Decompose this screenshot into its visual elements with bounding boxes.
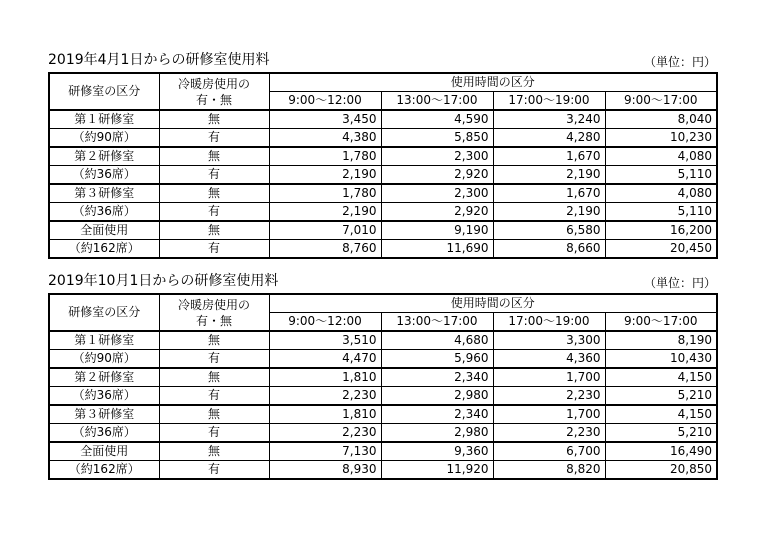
table-row bbox=[49, 147, 717, 166]
fee-cell: 2,920 bbox=[381, 166, 493, 185]
fee-cell: 8,040 bbox=[605, 110, 717, 129]
fee-cell: 5,210 bbox=[605, 387, 717, 406]
fee-table bbox=[48, 72, 718, 259]
ac-cell: 有 bbox=[159, 166, 269, 185]
header-ac-line1: 冷暖房使用の bbox=[177, 297, 250, 312]
fee-cell: 7,130 bbox=[269, 442, 381, 461]
table-row bbox=[49, 221, 717, 240]
header-ac-line2: 有・無 bbox=[195, 92, 232, 107]
table-row bbox=[49, 110, 717, 129]
room-name: 第２研修室 bbox=[49, 147, 159, 166]
fee-cell: 9,360 bbox=[381, 442, 493, 461]
fee-cell: 10,430 bbox=[605, 350, 717, 369]
fee-cell: 3,300 bbox=[493, 331, 605, 350]
ac-cell: 無 bbox=[159, 331, 269, 350]
room-name: 第３研修室 bbox=[49, 405, 159, 424]
fee-cell: 10,230 bbox=[605, 129, 717, 148]
table-row bbox=[49, 184, 717, 203]
header-ac bbox=[159, 73, 269, 110]
fee-cell: 4,080 bbox=[605, 147, 717, 166]
table-row bbox=[49, 405, 717, 424]
ac-cell: 無 bbox=[159, 147, 269, 166]
fee-cell: 4,080 bbox=[605, 184, 717, 203]
header-time-group: 使用時間の区分 bbox=[269, 73, 717, 92]
fee-cell: 2,300 bbox=[381, 184, 493, 203]
unit-label: （単位：円） bbox=[643, 55, 716, 69]
room-name: 全面使用 bbox=[49, 221, 159, 240]
table-row bbox=[49, 166, 717, 185]
fee-cell: 2,980 bbox=[381, 424, 493, 443]
table-row bbox=[49, 461, 717, 480]
fee-cell: 20,850 bbox=[605, 461, 717, 480]
fee-cell: 5,210 bbox=[605, 424, 717, 443]
header-slot: 13:00～17:00 bbox=[381, 92, 493, 111]
header-ac-line1: 冷暖房使用の bbox=[177, 76, 250, 91]
header-ac-line2: 有・無 bbox=[195, 313, 232, 328]
fee-cell: 6,580 bbox=[493, 221, 605, 240]
header-slot: 9:00～17:00 bbox=[605, 313, 717, 332]
fee-cell: 8,760 bbox=[269, 240, 381, 259]
room-seats: （約36席） bbox=[49, 424, 159, 443]
fee-cell: 1,780 bbox=[269, 184, 381, 203]
room-seats: （約36席） bbox=[49, 387, 159, 406]
fee-cell: 16,200 bbox=[605, 221, 717, 240]
fee-cell: 4,280 bbox=[493, 129, 605, 148]
ac-cell: 有 bbox=[159, 350, 269, 369]
fee-cell: 5,110 bbox=[605, 203, 717, 222]
table-row bbox=[49, 240, 717, 259]
header-slot: 17:00～19:00 bbox=[493, 313, 605, 332]
fee-cell: 2,300 bbox=[381, 147, 493, 166]
fee-cell: 2,340 bbox=[381, 405, 493, 424]
fee-cell: 1,670 bbox=[493, 184, 605, 203]
fee-cell: 4,380 bbox=[269, 129, 381, 148]
table-row bbox=[49, 350, 717, 369]
fee-cell: 2,920 bbox=[381, 203, 493, 222]
fee-cell: 1,810 bbox=[269, 368, 381, 387]
fee-cell: 2,190 bbox=[269, 166, 381, 185]
header-slot: 9:00～17:00 bbox=[605, 92, 717, 111]
table-row bbox=[49, 387, 717, 406]
table-row bbox=[49, 203, 717, 222]
ac-cell: 無 bbox=[159, 368, 269, 387]
header-time-group: 使用時間の区分 bbox=[269, 294, 717, 313]
header-slot: 9:00～12:00 bbox=[269, 92, 381, 111]
fee-cell: 4,680 bbox=[381, 331, 493, 350]
room-name: 第２研修室 bbox=[49, 368, 159, 387]
table-row bbox=[49, 129, 717, 148]
fee-cell: 20,450 bbox=[605, 240, 717, 259]
fee-cell: 2,980 bbox=[381, 387, 493, 406]
ac-cell: 無 bbox=[159, 110, 269, 129]
table-row bbox=[49, 442, 717, 461]
fee-cell: 1,700 bbox=[493, 368, 605, 387]
ac-cell: 無 bbox=[159, 405, 269, 424]
header-room: 研修室の区分 bbox=[49, 294, 159, 331]
room-name: 全面使用 bbox=[49, 442, 159, 461]
fee-cell: 2,340 bbox=[381, 368, 493, 387]
fee-cell: 5,960 bbox=[381, 350, 493, 369]
fee-cell: 2,230 bbox=[493, 387, 605, 406]
room-name: 第１研修室 bbox=[49, 331, 159, 350]
ac-cell: 有 bbox=[159, 461, 269, 480]
fee-cell: 7,010 bbox=[269, 221, 381, 240]
fee-cell: 4,470 bbox=[269, 350, 381, 369]
fee-cell: 1,780 bbox=[269, 147, 381, 166]
fee-cell: 5,110 bbox=[605, 166, 717, 185]
unit-label: （単位：円） bbox=[643, 276, 716, 290]
ac-cell: 無 bbox=[159, 184, 269, 203]
fee-cell: 2,230 bbox=[269, 387, 381, 406]
header-slot: 17:00～19:00 bbox=[493, 92, 605, 111]
fee-cell: 1,700 bbox=[493, 405, 605, 424]
fee-cell: 5,850 bbox=[381, 129, 493, 148]
fee-table bbox=[48, 293, 718, 480]
fee-cell: 11,690 bbox=[381, 240, 493, 259]
ac-cell: 有 bbox=[159, 129, 269, 148]
ac-cell: 有 bbox=[159, 240, 269, 259]
section-title: 2019年10月1日からの研修室使用料 bbox=[48, 273, 279, 289]
fee-cell: 2,190 bbox=[493, 166, 605, 185]
room-name: 第３研修室 bbox=[49, 184, 159, 203]
table-row bbox=[49, 331, 717, 350]
table-row bbox=[49, 424, 717, 443]
fee-cell: 4,150 bbox=[605, 368, 717, 387]
fee-cell: 8,930 bbox=[269, 461, 381, 480]
ac-cell: 有 bbox=[159, 203, 269, 222]
fee-cell: 6,700 bbox=[493, 442, 605, 461]
fee-cell: 9,190 bbox=[381, 221, 493, 240]
fee-cell: 2,190 bbox=[269, 203, 381, 222]
room-name: 第１研修室 bbox=[49, 110, 159, 129]
ac-cell: 有 bbox=[159, 387, 269, 406]
room-seats: （約36席） bbox=[49, 166, 159, 185]
header-slot: 9:00～12:00 bbox=[269, 313, 381, 332]
room-seats: （約90席） bbox=[49, 129, 159, 148]
ac-cell: 無 bbox=[159, 221, 269, 240]
section-title: 2019年4月1日からの研修室使用料 bbox=[48, 52, 270, 68]
header-ac bbox=[159, 294, 269, 331]
ac-cell: 有 bbox=[159, 424, 269, 443]
fee-cell: 8,190 bbox=[605, 331, 717, 350]
fee-cell: 1,810 bbox=[269, 405, 381, 424]
room-seats: （約36席） bbox=[49, 203, 159, 222]
fee-cell: 1,670 bbox=[493, 147, 605, 166]
fee-cell: 3,450 bbox=[269, 110, 381, 129]
fee-cell: 11,920 bbox=[381, 461, 493, 480]
fee-cell: 8,820 bbox=[493, 461, 605, 480]
ac-cell: 無 bbox=[159, 442, 269, 461]
fee-cell: 2,230 bbox=[493, 424, 605, 443]
room-seats: （約90席） bbox=[49, 350, 159, 369]
fee-cell: 8,660 bbox=[493, 240, 605, 259]
fee-cell: 2,190 bbox=[493, 203, 605, 222]
fee-cell: 4,150 bbox=[605, 405, 717, 424]
fee-cell: 3,510 bbox=[269, 331, 381, 350]
header-slot: 13:00～17:00 bbox=[381, 313, 493, 332]
header-room: 研修室の区分 bbox=[49, 73, 159, 110]
table-row bbox=[49, 368, 717, 387]
fee-cell: 4,360 bbox=[493, 350, 605, 369]
room-seats: （約162席） bbox=[49, 240, 159, 259]
fee-cell: 3,240 bbox=[493, 110, 605, 129]
fee-cell: 16,490 bbox=[605, 442, 717, 461]
room-seats: （約162席） bbox=[49, 461, 159, 480]
fee-cell: 2,230 bbox=[269, 424, 381, 443]
fee-cell: 4,590 bbox=[381, 110, 493, 129]
